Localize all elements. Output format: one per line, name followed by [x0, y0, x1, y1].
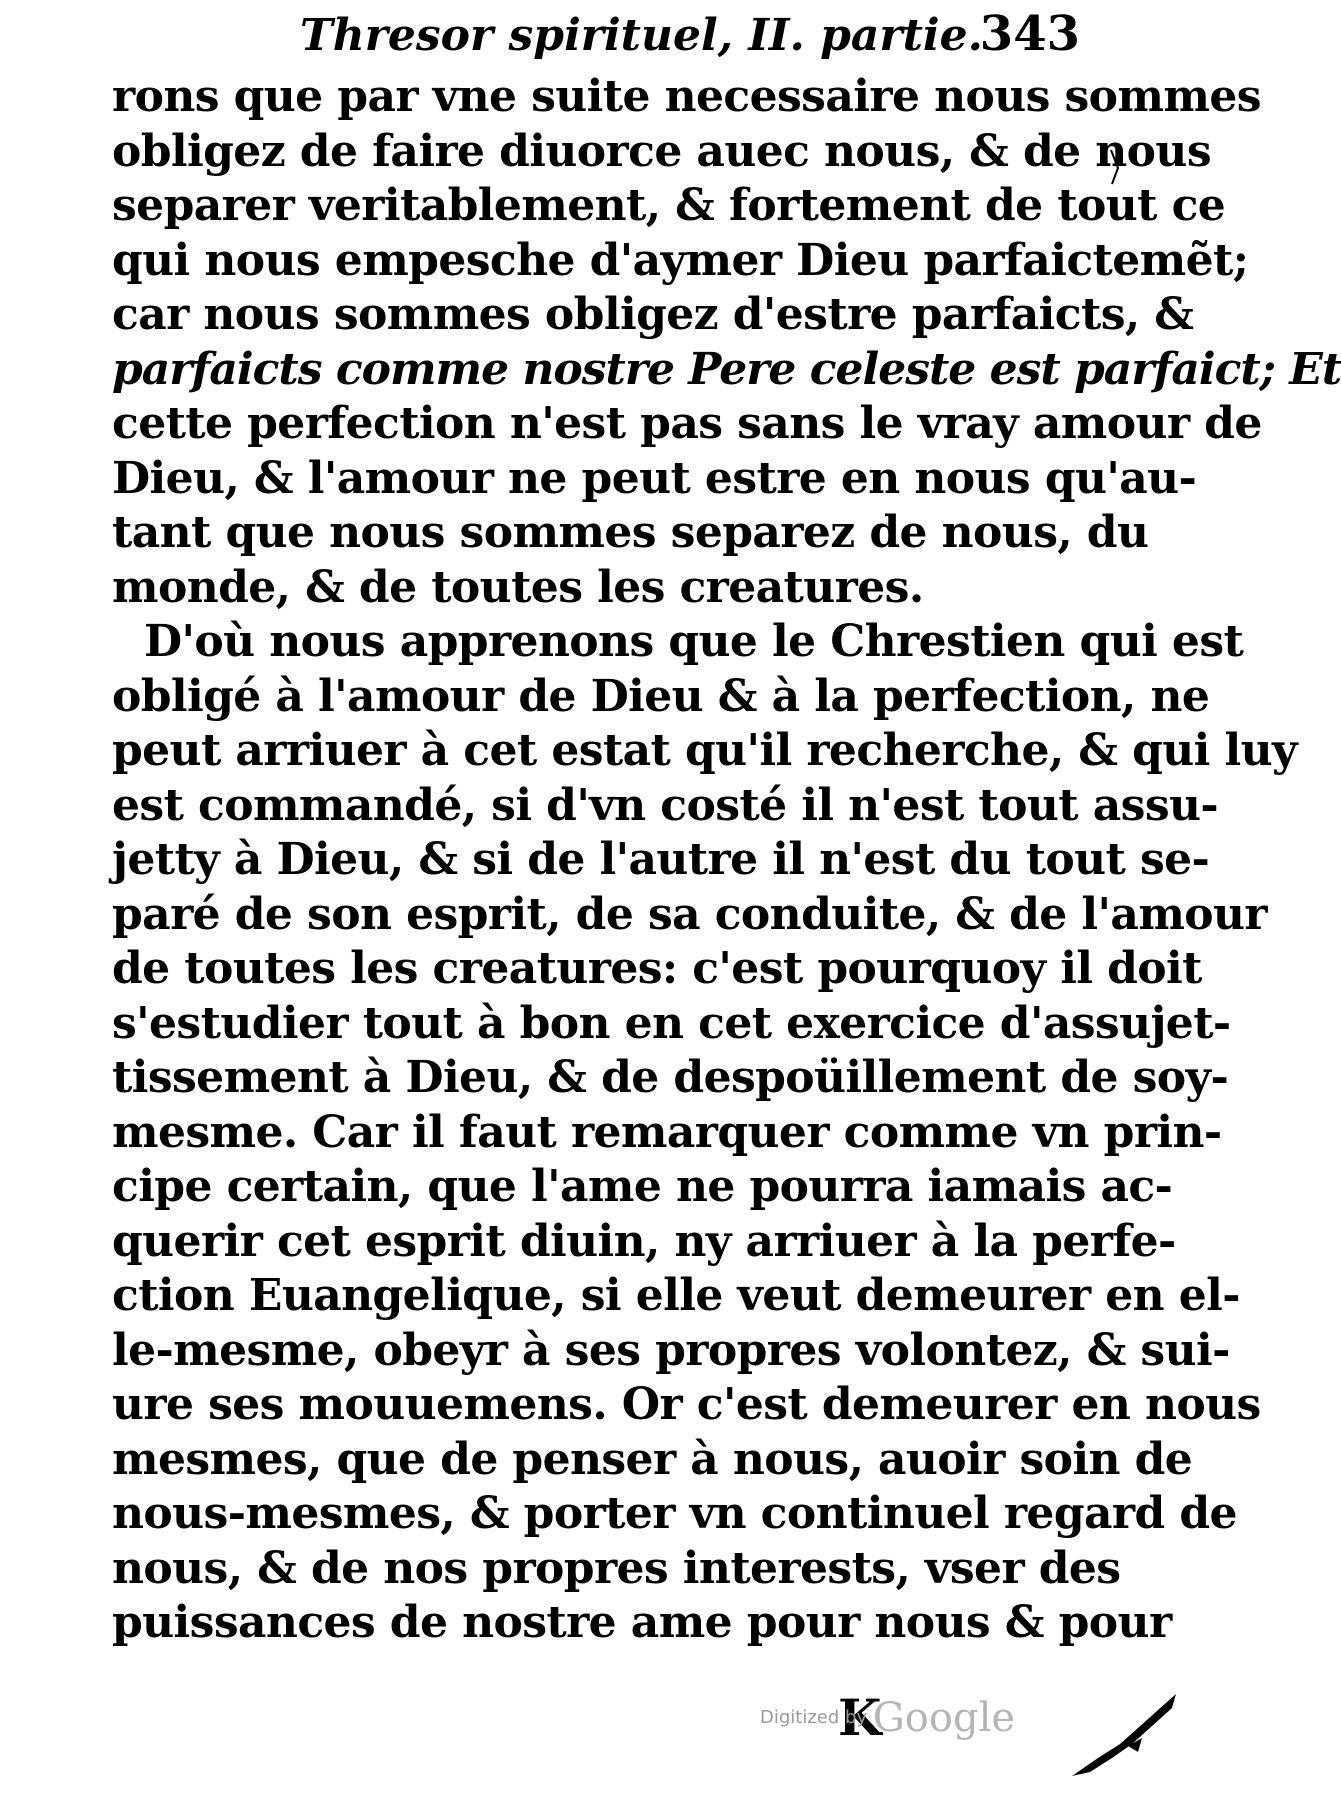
text-line: ure ses mouuemens. Or c'est demeurer en nous — [112, 1379, 1261, 1430]
digitized-watermark — [760, 1695, 1016, 1741]
text-line: rons que par vne suite necessaire nous sommes — [112, 71, 1261, 122]
signature-mark: K — [838, 1688, 882, 1747]
text-line: obligé à l'amour de Dieu & à la perfection, ne — [112, 670, 1210, 722]
text-line: tissement à Dieu, & de despoüillement de soy- — [112, 1052, 1229, 1103]
text-line: est commandé, si d'vn costé il n'est tout assu- — [112, 779, 1219, 831]
text-line: car nous sommes obligez d'estre parfaicts, & — [112, 289, 1194, 340]
text-line-italic-quote: parfaicts comme nostre Pere celeste est parfaict; Et — [112, 343, 1341, 395]
text-line: obligez de faire diuorce auec nous, & de nous — [112, 125, 1211, 177]
text-line: Dieu, & l'amour ne peut estre en nous qu'au- — [112, 452, 1197, 504]
text-line: jetty à Dieu, & si de l'autre il n'est du tout se- — [112, 834, 1210, 885]
text-line: s'estudier tout à bon en cet exercice d'assujet- — [112, 997, 1231, 1049]
text-block — [112, 70, 1341, 1651]
text-line: ction Euangelique, si elle veut demeurer en el- — [112, 1270, 1240, 1321]
text-line: mesme. Car il faut remarquer comme vn prin- — [112, 1106, 1222, 1158]
text-line: peut arriuer à cet estat qu'il recherche, & qui luy — [112, 725, 1297, 776]
text-line: tant que nous sommes separez de nous, du — [112, 507, 1149, 558]
google-logo: Google — [872, 1695, 1016, 1741]
running-title: Thresor spirituel, II. partie. — [300, 10, 983, 61]
text-line: de toutes les creatures: c'est pourquoy il doit — [112, 943, 1202, 994]
text-line: mesmes, que de penser à nous, auoir soin de — [112, 1433, 1193, 1485]
ink-blot-icon — [1068, 1688, 1180, 1780]
text-line: le-mesme, obeyr à ses propres volontez, & sui- — [112, 1324, 1230, 1376]
text-line: cette perfection n'est pas sans le vray amour de — [112, 398, 1262, 449]
running-head — [300, 6, 1090, 66]
text-line: separer veritablement, & fortement de tout ce — [112, 180, 1226, 231]
text-line: querir cet esprit diuin, ny arriuer à la perfe- — [112, 1215, 1176, 1267]
digitized-prefix: Digitized by — [760, 1707, 868, 1728]
text-line: monde, & de toutes les creatures. — [112, 561, 924, 613]
page-number: 343 — [979, 6, 1080, 62]
text-line: puissances de nostre ame pour nous & pour — [112, 1597, 1172, 1648]
text-line: cipe certain, que l'ame ne pourra iamais ac- — [112, 1161, 1173, 1212]
paragraph-start-line: D'où nous apprenons que le Chrestien qui est — [144, 616, 1244, 667]
text-line: paré de son esprit, de sa conduite, & de l'amour — [112, 888, 1267, 940]
margin-tick-icon — [1108, 148, 1122, 188]
text-line: nous, & de nos propres interests, vser des — [112, 1542, 1121, 1594]
text-line: nous-mesmes, & porter vn continuel regard de — [112, 1488, 1237, 1539]
text-line: qui nous empesche d'aymer Dieu parfaictemẽt; — [112, 234, 1249, 286]
